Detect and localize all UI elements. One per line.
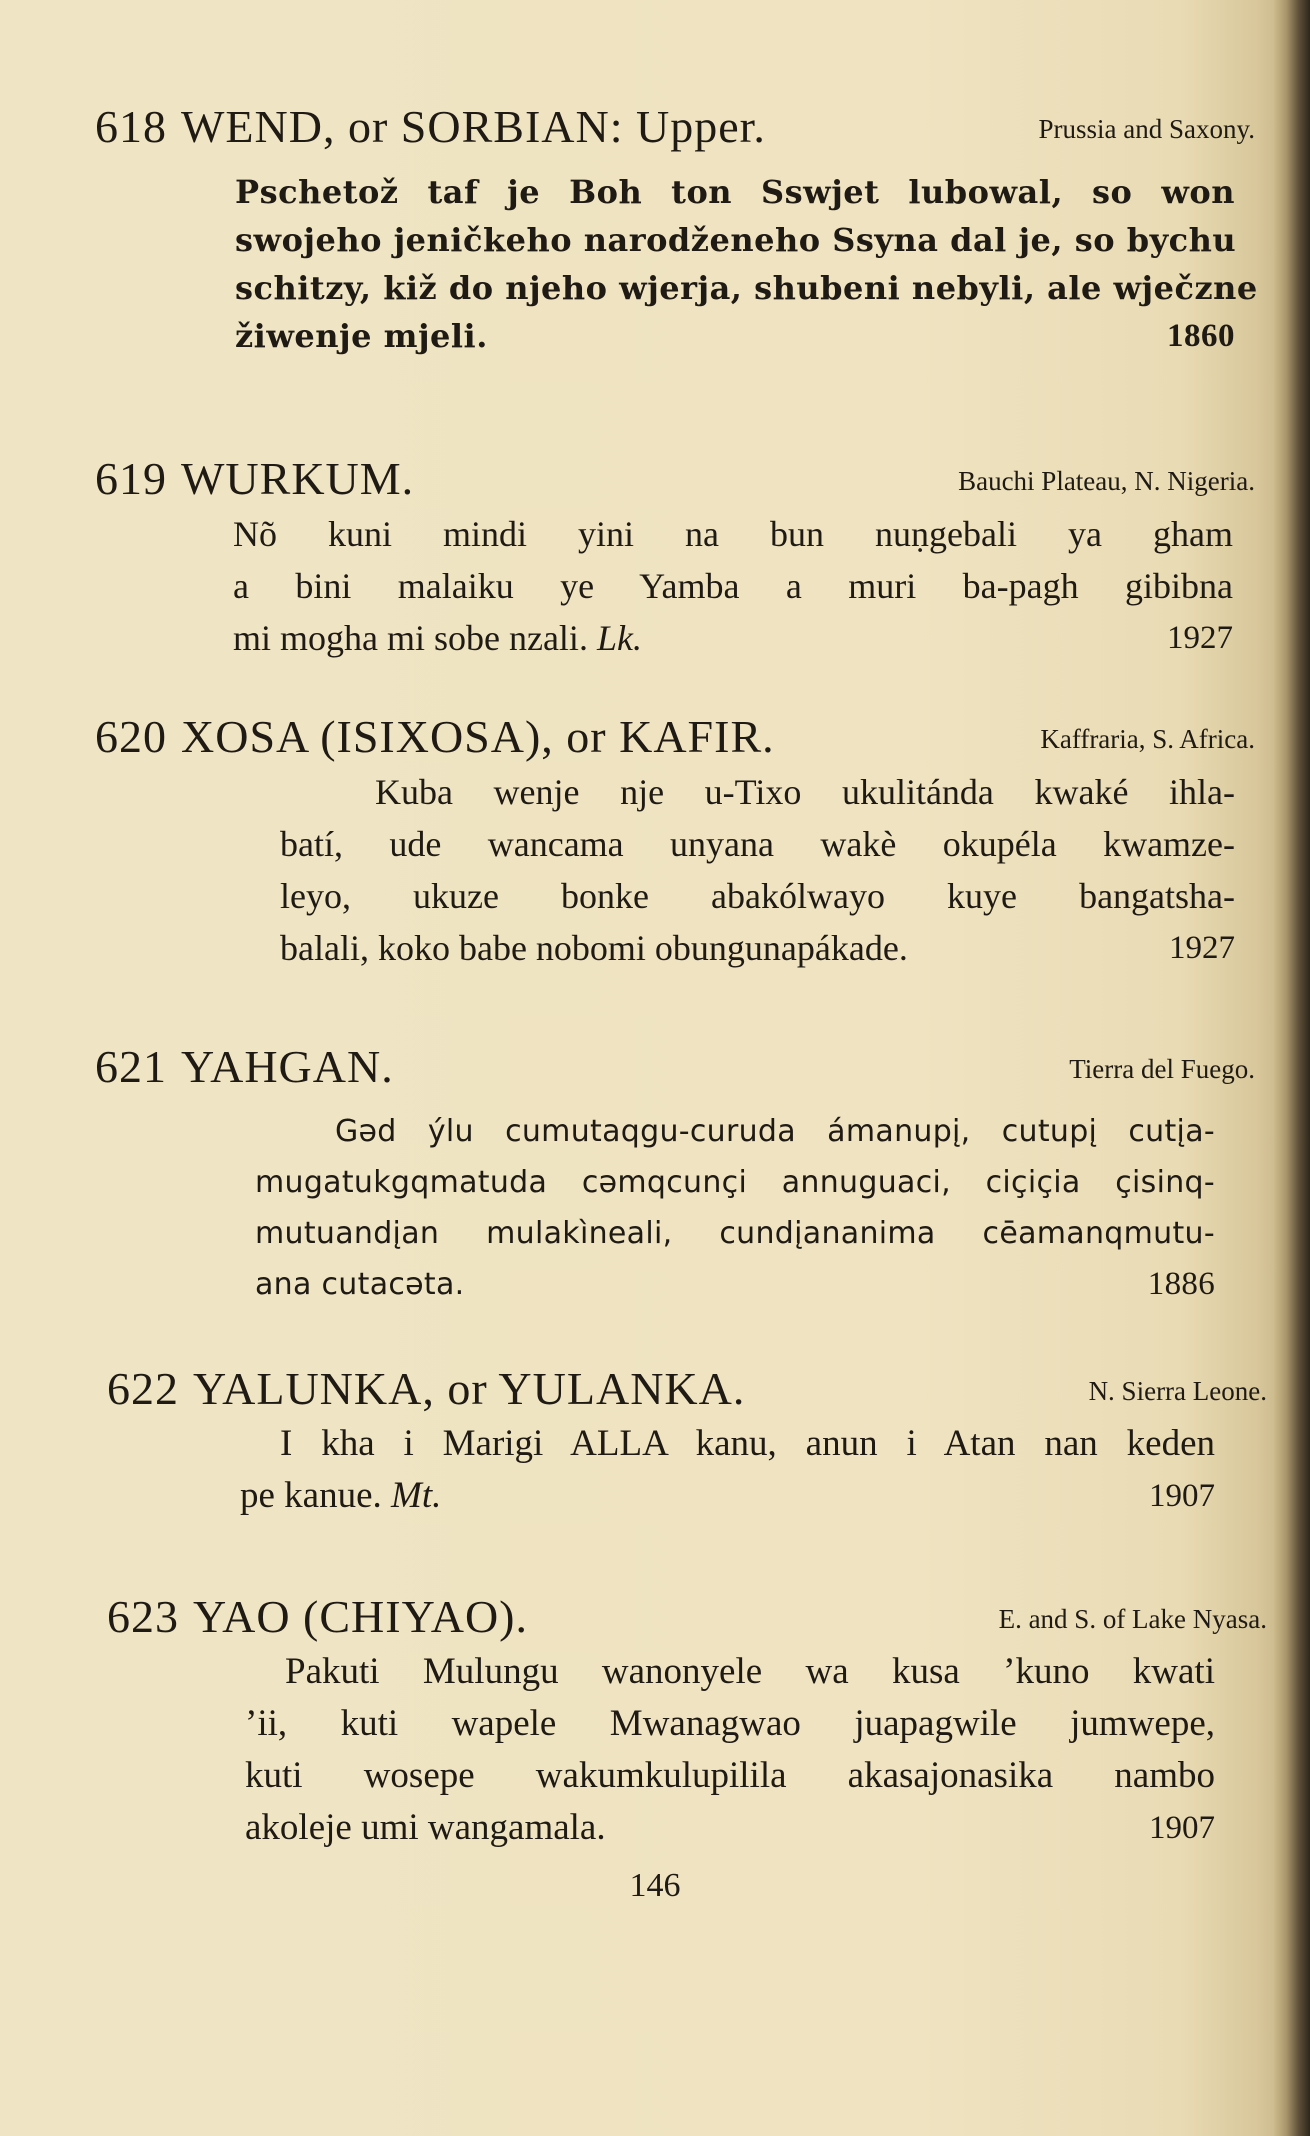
entry-number: 623 — [107, 1591, 179, 1642]
verse-line: I kha i Marigi ALLA kanu, anun i Atan nan keden — [280, 1423, 1215, 1464]
verse-line: žiwenje mjeli. — [235, 317, 488, 355]
scripture-reference: Mt. — [391, 1475, 442, 1516]
language-name: WEND, or SORBIAN: Upper. — [181, 101, 766, 152]
entry-heading — [95, 452, 1255, 508]
year: 1907 — [1149, 1478, 1215, 1514]
entry-heading — [95, 1040, 1255, 1096]
entry-number: 619 — [95, 453, 167, 504]
verse-text — [235, 168, 1258, 360]
entry-621 — [95, 1040, 1255, 1310]
verse-line: swojeho jeničkeho narodženeho Ssyna dal je, so bychu — [235, 221, 1237, 259]
year: 1886 — [1147, 1266, 1215, 1302]
scripture-reference: Lk. — [596, 618, 642, 658]
year: 1907 — [1149, 1810, 1215, 1846]
entry-number: 622 — [107, 1363, 179, 1414]
region: N. Sierra Leone. — [1088, 1376, 1267, 1406]
verse-line: Gəd ýlu cumutaqgu-curuda ámanupį, cutupį cutįa- — [335, 1114, 1215, 1149]
entry-heading — [95, 1362, 1267, 1418]
verse-text — [245, 1646, 1215, 1854]
year: 1927 — [1169, 930, 1235, 966]
region: E. and S. of Lake Nyasa. — [998, 1604, 1267, 1634]
language-name: YAO (CHIYAO). — [193, 1591, 528, 1642]
entry-620 — [95, 710, 1255, 974]
verse-text — [280, 766, 1235, 974]
verse-line: Nõ kuni mindi yini na bun nuṇgebali ya gham — [233, 514, 1233, 554]
entry-heading — [95, 1590, 1267, 1646]
entry-heading — [95, 100, 1255, 156]
verse-line: ’ii, kuti wapele Mwanagwao juapagwile jumwepe, — [245, 1703, 1215, 1744]
book-spine-shadow — [1274, 0, 1310, 2136]
entry-619 — [95, 452, 1255, 664]
page-number: 146 — [629, 1867, 681, 1904]
region: Prussia and Saxony. — [1038, 114, 1255, 144]
language-name: WURKUM. — [181, 453, 415, 504]
verse-line: a bini malaiku ye Yamba a muri ba-pagh gibibna — [233, 566, 1233, 606]
entry-number: 621 — [95, 1041, 167, 1092]
region: Tierra del Fuego. — [1069, 1054, 1255, 1084]
verse-line: pe kanue. — [240, 1475, 382, 1516]
language-name: YALUNKA, or YULANKA. — [193, 1363, 746, 1414]
verse-line: Kuba wenje nje u-Tixo ukulitánda kwaké ihla- — [375, 772, 1235, 812]
entry-622 — [95, 1362, 1267, 1522]
verse-line: Pakuti Mulungu wanonyele wa kusa ’kuno kwati — [285, 1651, 1215, 1692]
entry-number: 620 — [95, 711, 167, 762]
verse-line: akoleje umi wangamala. — [245, 1807, 606, 1848]
year: 1860 — [1167, 318, 1235, 354]
verse-line: kuti wosepe wakumkulupilila akasajonasika nambo — [245, 1755, 1215, 1796]
verse-line: leyo, ukuze bonke abakólwayo kuye bangatsha- — [280, 876, 1235, 916]
verse-line: batí, ude wancama unyana wakè okupéla kwamze- — [280, 824, 1235, 864]
verse-text — [255, 1106, 1215, 1310]
verse-text — [240, 1418, 1215, 1522]
entry-623 — [95, 1590, 1267, 1854]
entry-heading — [95, 710, 1255, 766]
verse-line: mugatukgqmatuda cəmqcunçi annuguaci, ciçiçia çisinq- — [255, 1165, 1215, 1200]
language-name: XOSA (ISIXOSA), or KAFIR. — [181, 711, 775, 762]
region: Kaffraria, S. Africa. — [1040, 724, 1255, 754]
entry-618 — [95, 100, 1258, 360]
verse-line: mutuandįan mulakìneali, cundįananima cēamanqmutu- — [255, 1216, 1215, 1251]
verse-line: ana cutacəta. — [255, 1267, 465, 1302]
verse-line: mi mogha mi sobe nzali. — [233, 618, 588, 658]
verse-line: balali, koko babe nobomi obungunapákade. — [280, 928, 908, 968]
language-name: YAHGAN. — [181, 1041, 394, 1092]
verse-line: schitzy, kiž do njeho wjerja, shubeni nebyli, ale wječzne — [235, 269, 1258, 307]
region: Bauchi Plateau, N. Nigeria. — [958, 466, 1255, 496]
verse-line: Pschetož taf je Boh ton Sswjet lubowal, so won — [235, 173, 1235, 211]
year: 1927 — [1167, 620, 1233, 656]
entry-number: 618 — [95, 101, 167, 152]
verse-text — [233, 508, 1233, 664]
